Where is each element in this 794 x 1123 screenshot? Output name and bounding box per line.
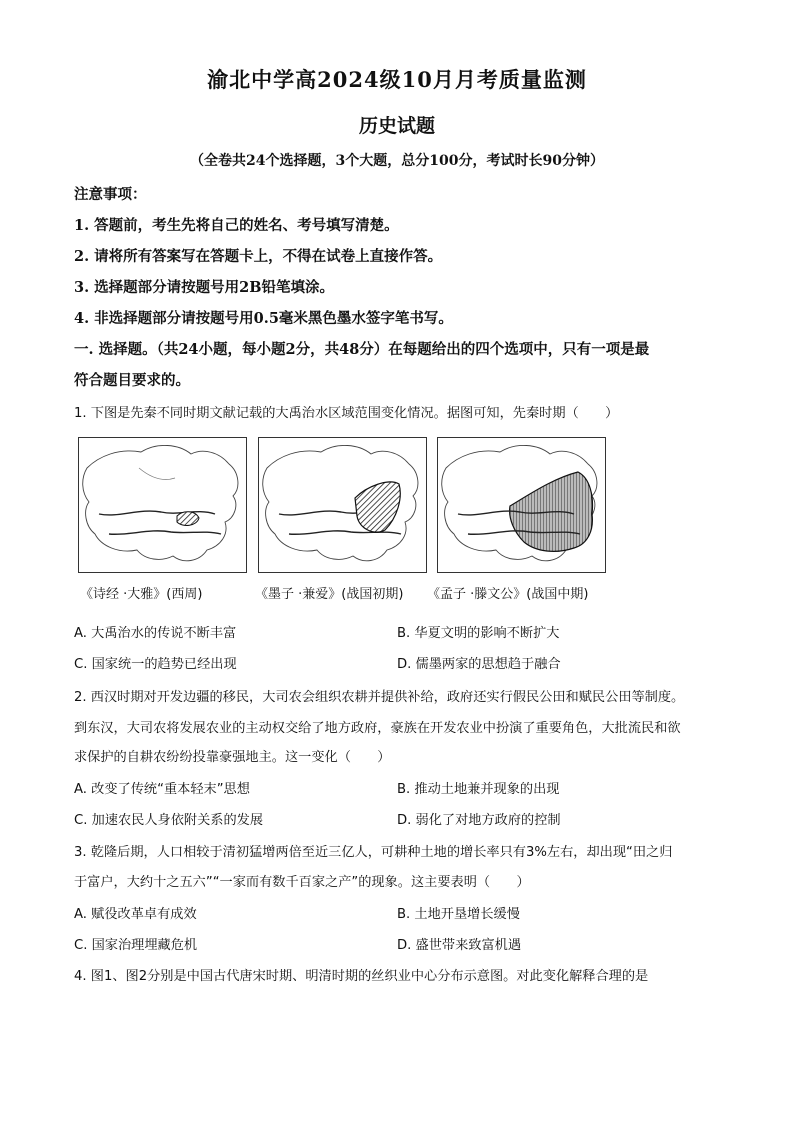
option-c[interactable]: C. 国家治理埋藏危机 — [74, 938, 198, 953]
instruction-item: 2. 请将所有答案写在答题卡上，不得在试卷上直接作答。 — [74, 248, 443, 265]
subject-title: 历史试题 — [358, 115, 435, 137]
option-d[interactable]: D. 儒墨两家的思想趋于融合 — [397, 657, 561, 672]
question-3-stem: 于富户，大约十之五六”“一家而有数千百家之产”的现象。这主要表明（ ） — [74, 875, 530, 890]
option-a[interactable]: A. 改变了传统“重本轻末”思想 — [74, 782, 250, 797]
option-b[interactable]: B. 土地开垦增长缓慢 — [397, 907, 520, 922]
option-a[interactable]: A. 大禹治水的传说不断丰富 — [74, 626, 237, 641]
map-mid-warring-states — [437, 437, 606, 573]
option-c[interactable]: C. 加速农民人身依附关系的发展 — [74, 813, 264, 828]
option-b[interactable]: B. 推动土地兼并现象的出现 — [397, 782, 560, 797]
option-b[interactable]: B. 华夏文明的影响不断扩大 — [397, 626, 560, 641]
map-west-zhou — [78, 437, 247, 573]
map-caption: 《孟子 ·滕文公》(战国中期) — [427, 587, 589, 602]
question-2-stem: 到东汉，大司农将发展农业的主动权交给了地方政府，豪族在开发农业中扮演了重要角色，大批流民和欲 — [74, 721, 681, 736]
question-1-stem: 1. 下图是先秦不同时期文献记载的大禹治水区域范围变化情况。据图可知，先秦时期（ ） — [74, 406, 619, 421]
instruction-item: 4. 非选择题部分请按题号用0.5毫米黑色墨水签字笔书写。 — [74, 310, 453, 327]
instructions-heading: 注意事项： — [74, 186, 147, 203]
option-a[interactable]: A. 赋役改革卓有成效 — [74, 907, 197, 922]
option-d[interactable]: D. 盛世带来致富机遇 — [397, 938, 522, 953]
section-heading-cont: 符合题目要求的。 — [74, 372, 190, 389]
question-2-stem: 2. 西汉时期对开发边疆的移民，大司农会组织农耕并提供补给，政府还实行假民公田和赋民公田等制度。 — [74, 690, 685, 705]
option-d[interactable]: D. 弱化了对地方政府的控制 — [397, 813, 561, 828]
question-4-stem: 4. 图1、图2分别是中国古代唐宋时期、明清时期的丝织业中心分布示意图。对此变化解释合理的是 — [74, 969, 649, 984]
exam-title: 渝北中学高2024级10月月考质量监测 — [207, 67, 587, 92]
section-heading: 一. 选择题。（共24小题，每小题2分，共48分）在每题给出的四个选项中，只有一项是最 — [74, 341, 650, 358]
exam-note: （全卷共24个选择题，3个大题，总分100分，考试时长90分钟） — [190, 153, 604, 169]
question-3-stem: 3. 乾隆后期，人口相较于清初猛增两倍至近三亿人，可耕种土地的增长率只有3%左右，却出现“田之归 — [74, 845, 673, 860]
instruction-item: 3. 选择题部分请按题号用2B铅笔填涂。 — [74, 279, 335, 296]
map-early-warring-states — [258, 437, 427, 573]
option-c[interactable]: C. 国家统一的趋势已经出现 — [74, 657, 237, 672]
question-2-stem: 求保护的自耕农纷纷投靠豪强地主。这一变化（ ） — [74, 750, 391, 765]
map-caption: 《诗经 ·大雅》(西周) — [80, 587, 203, 602]
instruction-item: 1. 答题前，考生先将自己的姓名、考号填写清楚。 — [74, 217, 399, 234]
map-caption: 《墨子 ·兼爱》(战国初期) — [255, 587, 404, 602]
